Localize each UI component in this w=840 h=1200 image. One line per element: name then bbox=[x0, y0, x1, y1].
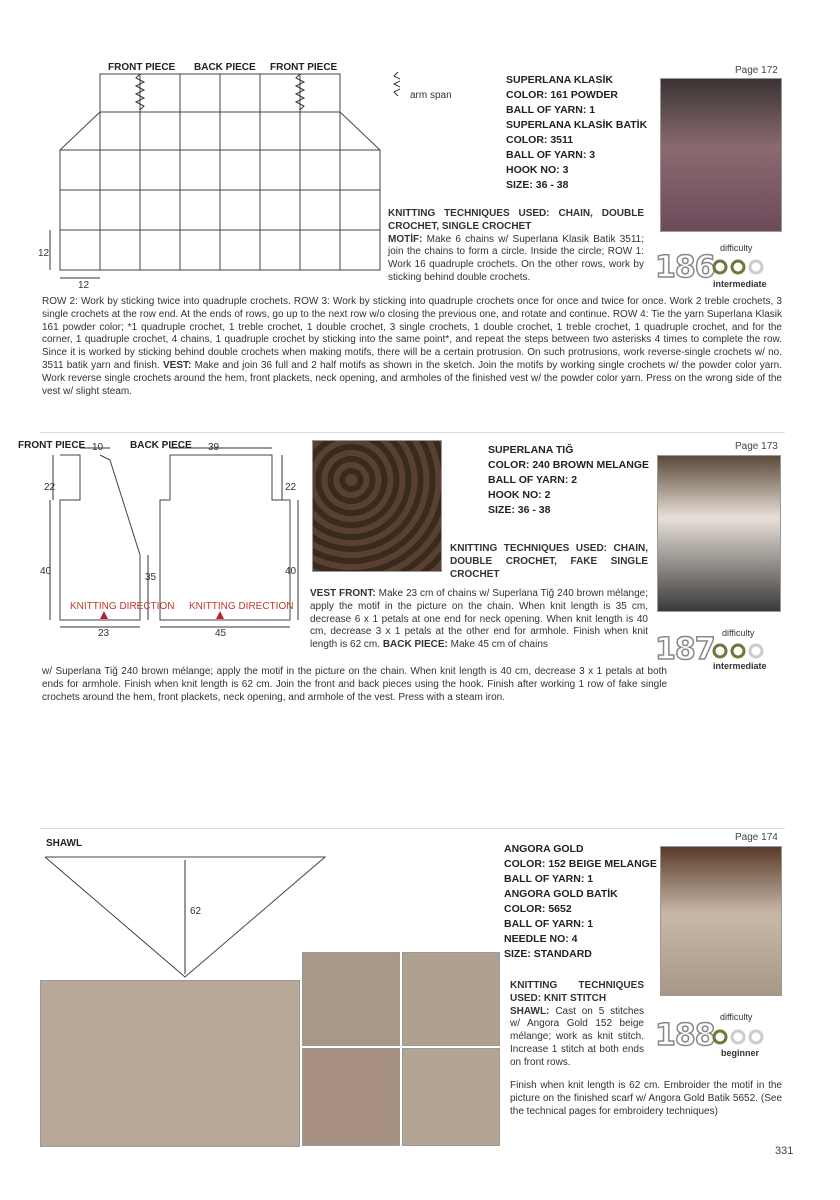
techniques-187 bbox=[450, 543, 648, 581]
back-piece-label: BACK PIECE bbox=[130, 440, 192, 451]
instructions-186-column bbox=[388, 208, 644, 285]
page-ref: Page 173 bbox=[735, 441, 778, 452]
dim-22: 22 bbox=[285, 482, 297, 493]
needle-number: NEEDLE NO: 4 bbox=[504, 933, 578, 945]
dim-35: 35 bbox=[145, 572, 157, 583]
dim-22: 22 bbox=[44, 482, 56, 493]
page-number: 331 bbox=[775, 1145, 794, 1157]
yarn-name: ANGORA GOLD bbox=[504, 843, 584, 855]
vest-pieces-sketch bbox=[20, 445, 310, 645]
body-text: Make and join 36 full and 2 half motifs as shown in the sketch. Join the motifs by working single crochets w/ the powder color yarn. Work reverse single crochets around the hem, front plackets, neck opening, and armholes of the finished vest w/ the powder color yarn. Press on the wrong side of the vest w/ slight steam. bbox=[42, 359, 783, 397]
embroidery-photo bbox=[40, 980, 300, 1147]
yarn-color: COLOR: 152 BEIGE MELANGE bbox=[504, 858, 657, 870]
hook-number: HOOK NO: 3 bbox=[506, 164, 569, 176]
difficulty-label: difficulty bbox=[722, 628, 755, 638]
difficulty-level: intermediate bbox=[713, 661, 767, 671]
divider bbox=[40, 828, 785, 829]
model-photo bbox=[657, 455, 781, 612]
yarn-spec-187 bbox=[488, 443, 658, 518]
difficulty-label: difficulty bbox=[720, 1012, 753, 1022]
instructions-186-body bbox=[42, 296, 782, 398]
embroidery-detail-photo bbox=[402, 1048, 500, 1146]
yarn-color: COLOR: 5652 bbox=[504, 903, 572, 915]
arm-span-label: arm span bbox=[410, 90, 452, 101]
dim-45: 45 bbox=[215, 628, 227, 639]
dim-12-vertical: 12 bbox=[38, 248, 50, 259]
yarn-name: SUPERLANA TIĞ bbox=[488, 444, 574, 456]
dim-12-horizontal: 12 bbox=[78, 280, 90, 291]
shawl-text: Cast on 5 stitches w/ Angora Gold 152 beige mélange; work as knit stitch. Increase 1 stitch at both ends on front rows. bbox=[510, 1005, 645, 1068]
instructions-187-column bbox=[310, 588, 648, 652]
dim-40: 40 bbox=[285, 566, 297, 577]
techniques: KNITTING TECHNIQUES USED: CHAIN, DOUBLE CROCHET, SINGLE CROCHET bbox=[388, 208, 644, 232]
dim-40: 40 bbox=[40, 566, 52, 577]
pattern-number: 188 bbox=[655, 1018, 715, 1053]
dim-23: 23 bbox=[98, 628, 110, 639]
vest-label: VEST: bbox=[163, 359, 192, 371]
difficulty-level: intermediate bbox=[713, 279, 767, 289]
pattern-number: 187 bbox=[655, 632, 715, 667]
difficulty-rating-icon bbox=[712, 258, 768, 276]
pattern-number: 186 bbox=[655, 250, 715, 285]
yarn-name: SUPERLANA KLASİK BATİK bbox=[506, 119, 648, 131]
back-piece-text: Make 45 cm of chains bbox=[450, 639, 548, 651]
yarn-balls: BALL OF YARN: 1 bbox=[504, 873, 594, 885]
yarn-name: ANGORA GOLD BATİK bbox=[504, 888, 618, 900]
yarn-color: COLOR: 240 BROWN MELANGE bbox=[488, 459, 650, 471]
back-piece-label: BACK PIECE bbox=[194, 62, 256, 73]
dim-39: 39 bbox=[208, 442, 220, 453]
difficulty-rating-icon bbox=[712, 1028, 768, 1046]
instructions-187-body: w/ Superlana Tiğ 240 brown mélange; apply the motif in the picture on the chain. When knit length is 40 cm, decrease 3 x 1 petals at both ends for armhole. Finish when knit length is 62 cm. Join the front and back pieces using the hook. Finish after working 1 row of fake single crochets around the hem, front plackets, neck opening, and armhole of the vest. Press with a steam iron. bbox=[42, 666, 667, 703]
difficulty-label: difficulty bbox=[720, 243, 753, 253]
knitting-direction-label: KNITTING DIRECTION bbox=[70, 601, 175, 612]
model-photo bbox=[660, 78, 782, 232]
yarn-color: COLOR: 161 POWDER bbox=[506, 89, 619, 101]
yarn-color: COLOR: 3511 bbox=[506, 134, 574, 146]
dim-10: 10 bbox=[92, 442, 104, 453]
yarn-name: SUPERLANA KLASİK bbox=[506, 74, 613, 86]
model-photo bbox=[660, 846, 782, 996]
yarn-balls: BALL OF YARN: 1 bbox=[504, 918, 594, 930]
motif-label: MOTİF: bbox=[388, 233, 423, 245]
vest-motif-sketch bbox=[30, 60, 400, 290]
front-piece-label: FRONT PIECE bbox=[18, 440, 86, 451]
page-ref: Page 172 bbox=[735, 65, 778, 76]
instructions-188-column bbox=[510, 980, 644, 1070]
techniques: KNITTING TECHNIQUES USED: KNIT STITCH bbox=[510, 980, 644, 1004]
front-piece-label: FRONT PIECE bbox=[270, 62, 338, 73]
yarn-balls: BALL OF YARN: 2 bbox=[488, 474, 578, 486]
front-piece-label: FRONT PIECE bbox=[108, 62, 176, 73]
embroidery-detail-photo bbox=[302, 952, 400, 1046]
body-text: ROW 2: Work by sticking twice into quadruple crochets. ROW 3: Work by sticking into quadruple crochets once for once and twice for once. Work 2 treble crochets, 3 single crochets at the row end. At the ends of rows, go up to the next row w/o closing the previous one, and rotate and continue. ROW 4: Tie the yarn Superlana Klasik 161 powder color; *1 quadruple crochet, 1 treble crochet, 1 double crochet, 3 single crochets, 1 double crochet, 1 treble crochet, 1 quadruple crochet, and for the corner, 1 quadruple crochet, 4 chains, 1 quadruple crochet by sticking into the same point*, and repeat the steps between two asterisks 4 times to complete the row. Since it is worked by sticking behind double crochets when making motifs, there will be a certain protrusion. On such protrusions, work reverse-single crochets w/ no. 3511 batik yarn and finish. bbox=[42, 296, 782, 371]
knitting-direction-label: KNITTING DIRECTION bbox=[189, 601, 294, 612]
shawl-label: SHAWL bbox=[46, 838, 83, 849]
difficulty-rating-icon bbox=[712, 642, 768, 660]
size: SIZE: 36 - 38 bbox=[488, 504, 551, 516]
size: SIZE: STANDARD bbox=[504, 948, 592, 960]
hook-number: HOOK NO: 2 bbox=[488, 489, 551, 501]
embroidery-detail-photo bbox=[402, 952, 500, 1046]
shawl-sketch bbox=[40, 852, 330, 982]
yarn-balls: BALL OF YARN: 3 bbox=[506, 149, 596, 161]
size: SIZE: 36 - 38 bbox=[506, 179, 569, 191]
vest-front-label: VEST FRONT: bbox=[310, 588, 376, 599]
yarn-spec-186 bbox=[506, 73, 656, 193]
embroidery-detail-photo bbox=[302, 1048, 400, 1146]
instructions-188-body: Finish when knit length is 62 cm. Embroider the motif in the picture on the finished scarf w/ Angora Gold Batik 5652. (See the technical pages for embroidery techniques) bbox=[510, 1080, 782, 1117]
page-ref: Page 174 bbox=[735, 832, 778, 843]
dim-62: 62 bbox=[190, 906, 202, 917]
vest-front-text: Make 23 cm of chains w/ Superlana Tiğ 240 brown mélange; apply the motif in the picture on the chain. When knit length is 35 cm, decrease 6 x 1 petals at one end for neck opening. When knit length is 40 cm, decrease 3 x 1 petals at the other end for armhole. Finish when knit length is 62 cm. bbox=[310, 588, 648, 651]
stitch-photo bbox=[312, 440, 442, 572]
back-piece-label: BACK PIECE: bbox=[382, 639, 448, 651]
motif-text: Make 6 chains w/ Superlana Klasik Batik 3511; join the chains to form a circle. Inside the circle; ROW 1: Work 16 quadruple crochets. On the other rows, work by sticking behind double crochets. bbox=[388, 233, 644, 283]
shawl-label: SHAWL: bbox=[510, 1005, 550, 1017]
techniques: KNITTING TECHNIQUES USED: CHAIN, DOUBLE CROCHET, FAKE SINGLE CROCHET bbox=[450, 543, 648, 580]
yarn-balls: BALL OF YARN: 1 bbox=[506, 104, 596, 116]
divider bbox=[40, 432, 785, 433]
yarn-spec-188 bbox=[504, 842, 664, 962]
difficulty-level: beginner bbox=[721, 1048, 760, 1058]
